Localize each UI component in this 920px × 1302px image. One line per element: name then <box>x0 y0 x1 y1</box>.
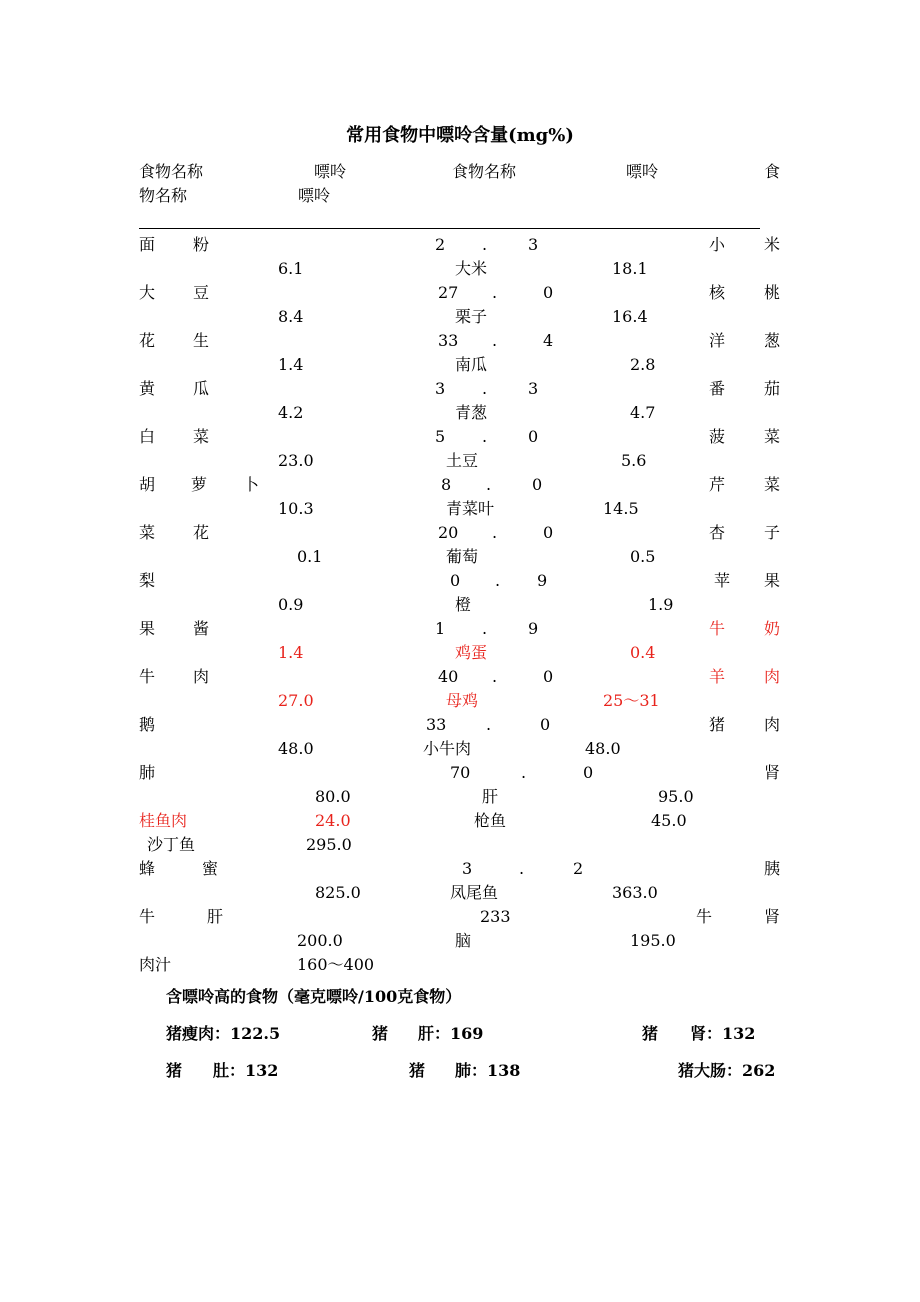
food-name-highlighted: 肉 <box>764 667 781 686</box>
purine-value: 8.4 <box>278 307 304 326</box>
food-name: 粉 <box>193 235 210 254</box>
food-name: 鹅 <box>139 715 156 734</box>
purine-value: 18.1 <box>612 259 648 278</box>
food-name: 面 <box>139 235 156 254</box>
food-name: 栗子 <box>455 307 488 326</box>
high-purine-item: 肾：132 <box>690 1024 756 1043</box>
purine-value: 8 <box>441 475 452 494</box>
purine-value: 0 <box>532 475 543 494</box>
high-purine-item: 肚：132 <box>213 1061 279 1080</box>
header-col2-purine: 嘌呤 <box>626 162 659 181</box>
food-name: 青菜叶 <box>446 499 495 518</box>
food-name: 脑 <box>455 931 472 950</box>
food-name: 肉汁 <box>139 955 172 974</box>
purine-value: 200.0 <box>297 931 343 950</box>
food-name: 胰 <box>764 859 781 878</box>
purine-value: 70 <box>450 763 471 782</box>
food-name: 子 <box>764 523 781 542</box>
purine-value: . <box>482 619 488 638</box>
high-purine-item-name: 猪 <box>642 1024 659 1043</box>
header-col2-name: 食物名称 <box>452 162 517 181</box>
purine-value: 10.3 <box>278 499 314 518</box>
header-divider <box>139 228 760 229</box>
header-col3-name-part1: 食 <box>764 162 781 181</box>
food-name: 大米 <box>455 259 488 278</box>
header-col1-purine: 嘌呤 <box>314 162 347 181</box>
header-col1-name: 食物名称 <box>139 162 204 181</box>
purine-value: . <box>519 859 525 878</box>
purine-value-highlighted: 25～31 <box>603 691 660 710</box>
purine-value: 23.0 <box>278 451 314 470</box>
food-name: 牛 <box>139 667 156 686</box>
purine-value: . <box>492 667 498 686</box>
food-name: 蜜 <box>202 859 219 878</box>
purine-value: 4.2 <box>278 403 304 422</box>
purine-value: . <box>482 235 488 254</box>
food-name: 小牛肉 <box>423 739 472 758</box>
purine-value: 9 <box>537 571 548 590</box>
purine-value: 20 <box>438 523 459 542</box>
food-name: 沙丁鱼 <box>147 835 196 854</box>
purine-value: 825.0 <box>315 883 361 902</box>
food-name: 黄 <box>139 379 156 398</box>
purine-value: 27 <box>438 283 459 302</box>
food-name: 芹 <box>709 475 726 494</box>
purine-value: 2 <box>573 859 584 878</box>
food-name: 猪 <box>709 715 726 734</box>
purine-value-highlighted: 24.0 <box>315 811 351 830</box>
purine-value: 0 <box>543 523 554 542</box>
purine-value: 80.0 <box>315 787 351 806</box>
food-name: 瓜 <box>193 379 210 398</box>
food-name: 核 <box>709 283 726 302</box>
food-name: 牛 <box>139 907 156 926</box>
food-name-highlighted: 牛 <box>709 619 726 638</box>
purine-value: 3 <box>435 379 446 398</box>
food-name: 菠 <box>709 427 726 446</box>
purine-value: 0.5 <box>630 547 656 566</box>
food-name: 菜 <box>139 523 156 542</box>
purine-value-highlighted: 0.4 <box>630 643 656 662</box>
food-name-highlighted: 桂鱼肉 <box>139 811 188 830</box>
purine-value: 5 <box>435 427 446 446</box>
high-purine-heading: 含嘌呤高的食物（毫克嘌呤/100克食物） <box>166 987 462 1006</box>
header-col3-purine: 嘌呤 <box>298 186 331 205</box>
purine-value: . <box>492 331 498 350</box>
purine-value: 45.0 <box>651 811 687 830</box>
food-name: 肾 <box>764 907 781 926</box>
purine-value: . <box>486 715 492 734</box>
purine-value: 5.6 <box>621 451 647 470</box>
food-name: 橙 <box>455 595 472 614</box>
food-name: 生 <box>193 331 210 350</box>
food-name-highlighted: 羊 <box>709 667 726 686</box>
food-name: 肝 <box>207 907 224 926</box>
food-name: 枪鱼 <box>474 811 507 830</box>
purine-value: 1 <box>435 619 446 638</box>
food-name: 洋 <box>709 331 726 350</box>
food-name: 杏 <box>709 523 726 542</box>
purine-value: . <box>495 571 501 590</box>
purine-value: . <box>521 763 527 782</box>
food-name: 萝 <box>191 475 208 494</box>
page-title: 常用食物中嘌呤含量(mg%) <box>346 125 574 146</box>
purine-value: 160～400 <box>297 955 375 974</box>
food-name: 胡 <box>139 475 156 494</box>
food-name-highlighted: 奶 <box>764 619 781 638</box>
purine-value: 4 <box>543 331 554 350</box>
food-name: 大 <box>139 283 156 302</box>
food-name: 土豆 <box>446 451 479 470</box>
purine-value: . <box>486 475 492 494</box>
food-name: 白 <box>139 427 156 446</box>
purine-value: . <box>492 523 498 542</box>
food-name: 肉 <box>193 667 210 686</box>
purine-value: 33 <box>426 715 447 734</box>
purine-value: 0 <box>543 283 554 302</box>
purine-value: 0.1 <box>297 547 323 566</box>
purine-value: . <box>482 379 488 398</box>
purine-value: 0 <box>583 763 594 782</box>
food-name: 苹 <box>714 571 731 590</box>
food-name: 葱 <box>764 331 781 350</box>
purine-value: 1.9 <box>648 595 674 614</box>
purine-value: 14.5 <box>603 499 639 518</box>
purine-value: 4.7 <box>630 403 656 422</box>
high-purine-item: 猪大肠：262 <box>678 1061 776 1080</box>
purine-value: 3 <box>462 859 473 878</box>
purine-value: 233 <box>480 907 511 926</box>
purine-value: . <box>492 283 498 302</box>
purine-value-highlighted: 1.4 <box>278 643 304 662</box>
food-name: 肝 <box>482 787 499 806</box>
food-name: 南瓜 <box>455 355 488 374</box>
food-name: 小 <box>709 235 726 254</box>
high-purine-item: 肺：138 <box>455 1061 521 1080</box>
food-name-highlighted: 母鸡 <box>446 691 479 710</box>
food-name: 米 <box>764 235 781 254</box>
purine-value: 0 <box>540 715 551 734</box>
food-name: 菜 <box>764 475 781 494</box>
food-name: 果 <box>139 619 156 638</box>
purine-value: 0 <box>450 571 461 590</box>
purine-value: 195.0 <box>630 931 676 950</box>
purine-value: 40 <box>438 667 459 686</box>
purine-value: 48.0 <box>585 739 621 758</box>
food-name: 桃 <box>764 283 781 302</box>
purine-value: 3 <box>528 235 539 254</box>
food-name: 番 <box>709 379 726 398</box>
food-name: 豆 <box>193 283 210 302</box>
food-name: 肾 <box>764 763 781 782</box>
food-name: 牛 <box>696 907 713 926</box>
purine-value-highlighted: 27.0 <box>278 691 314 710</box>
purine-value: 0 <box>528 427 539 446</box>
food-name: 卜 <box>243 475 260 494</box>
food-name: 酱 <box>193 619 210 638</box>
food-name: 凤尾鱼 <box>450 883 499 902</box>
purine-value: 9 <box>528 619 539 638</box>
high-purine-item-name: 猪 <box>166 1061 183 1080</box>
header-col3-name-part2: 物名称 <box>139 186 188 205</box>
purine-value: 0 <box>543 667 554 686</box>
purine-value: 6.1 <box>278 259 304 278</box>
food-name: 肺 <box>139 763 156 782</box>
purine-value: . <box>482 427 488 446</box>
purine-value: 3 <box>528 379 539 398</box>
purine-value: 0.9 <box>278 595 304 614</box>
purine-value: 295.0 <box>306 835 352 854</box>
high-purine-item-name: 猪 <box>409 1061 426 1080</box>
purine-value: 16.4 <box>612 307 648 326</box>
food-name: 花 <box>139 331 156 350</box>
food-name: 肉 <box>764 715 781 734</box>
purine-value: 363.0 <box>612 883 658 902</box>
purine-value: 2.8 <box>630 355 656 374</box>
food-name: 花 <box>193 523 210 542</box>
purine-value: 48.0 <box>278 739 314 758</box>
purine-value: 1.4 <box>278 355 304 374</box>
food-name: 果 <box>764 571 781 590</box>
high-purine-item: 猪瘦肉：122.5 <box>166 1024 281 1043</box>
food-name: 梨 <box>139 571 156 590</box>
purine-value: 95.0 <box>658 787 694 806</box>
food-name: 青葱 <box>455 403 488 422</box>
food-name: 茄 <box>764 379 781 398</box>
high-purine-item: 肝：169 <box>418 1024 484 1043</box>
food-name: 蜂 <box>139 859 156 878</box>
food-name: 菜 <box>764 427 781 446</box>
purine-value: 2 <box>435 235 446 254</box>
food-name-highlighted: 鸡蛋 <box>455 643 488 662</box>
food-name: 菜 <box>193 427 210 446</box>
high-purine-item-name: 猪 <box>372 1024 389 1043</box>
food-name: 葡萄 <box>446 547 479 566</box>
purine-value: 33 <box>438 331 459 350</box>
